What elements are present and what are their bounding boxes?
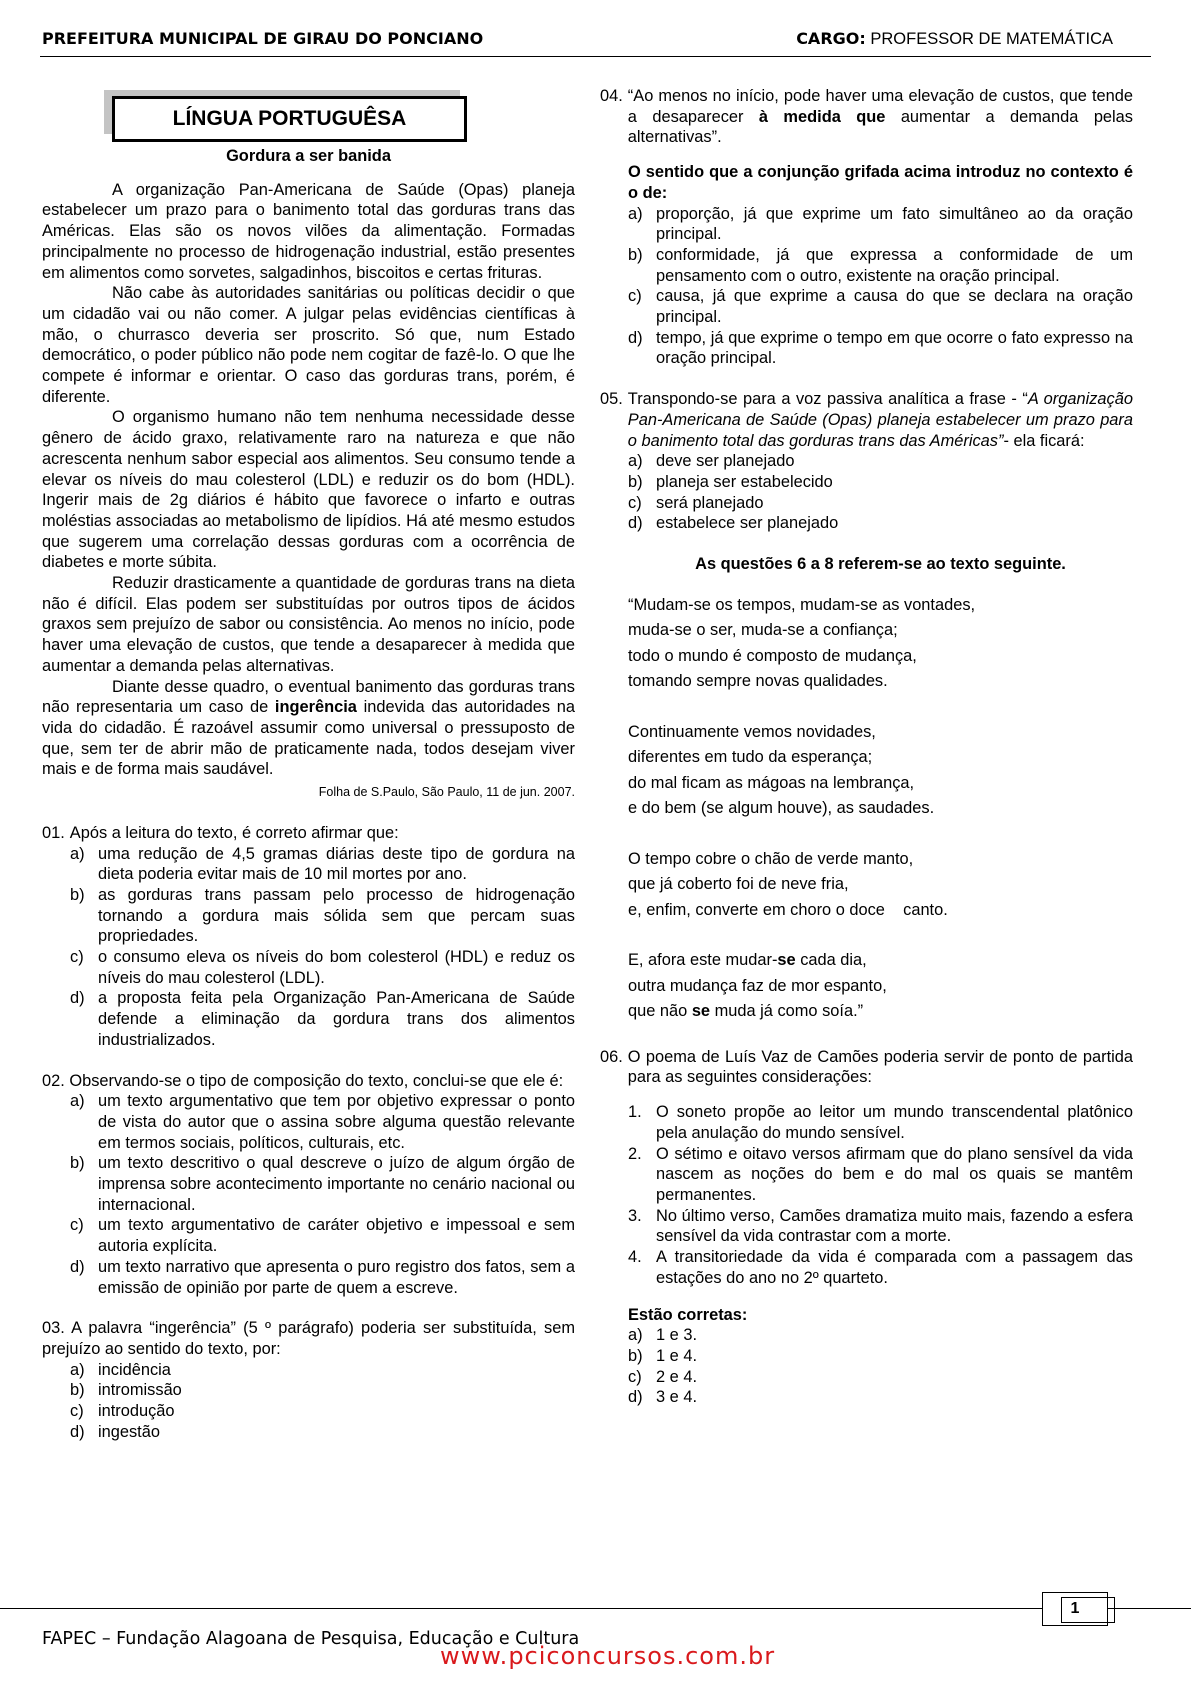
question-number: 06. bbox=[600, 1047, 623, 1066]
poem-verse: diferentes em tudo da esperança; bbox=[628, 748, 873, 767]
option-letter: a) bbox=[70, 844, 85, 863]
option-text: 1 e 4. bbox=[656, 1346, 698, 1365]
question-text: O poema de Luís Vaz de Camões poderia servir de ponto de partida para as seguintes considerações: bbox=[627, 1047, 1133, 1087]
option[interactable] bbox=[600, 451, 1133, 472]
question-02-stem bbox=[42, 1071, 575, 1092]
poem-verse: tomando sempre novas qualidades. bbox=[628, 672, 888, 691]
option-letter: b) bbox=[70, 885, 85, 904]
option[interactable] bbox=[600, 1367, 1133, 1388]
article-source: Folha de S.Paulo, São Paulo, 11 de jun. 2007. bbox=[318, 785, 575, 800]
option[interactable] bbox=[42, 988, 575, 1050]
option-text: uma redução de 4,5 gramas diárias deste tipo de gordura na dieta poderia evitar mais de 10 mil mortes por ano. bbox=[98, 844, 575, 884]
option[interactable] bbox=[600, 286, 1133, 327]
poem-verse: que já coberto foi de neve fria, bbox=[628, 875, 849, 894]
option-text: proporção, já que exprime um fato simultâneo ao da oração principal. bbox=[656, 204, 1133, 244]
question-01-stem bbox=[42, 823, 575, 844]
question-number: 03. bbox=[42, 1319, 65, 1338]
consideration-item bbox=[628, 1247, 1133, 1288]
article-paragraph-1: A organização Pan-Americana de Saúde (Opas) planeja estabelecer um prazo para o banimento total das gorduras trans das Américas. Elas são os novos vilões da alimentação. Formadas principalmente no processo de hidrogenação industrial, estão presentes em alimentos como sorvetes, salgadinhos, biscoitos e certas frituras. bbox=[42, 180, 575, 282]
option-letter: a) bbox=[628, 204, 643, 223]
option-letter: b) bbox=[628, 245, 643, 264]
option[interactable] bbox=[42, 844, 575, 885]
footer-url[interactable]: www.pciconcursos.com.br bbox=[440, 1642, 776, 1670]
option-text: um texto descritivo o qual descreve o juízo de algum órgão de imprensa sobre acontecimento importante no cenário nacional ou internacional. bbox=[98, 1154, 575, 1214]
footer-institution: FAPEC – Fundação Alagoana de Pesquisa, Educação e Cultura bbox=[42, 1629, 580, 1649]
question-05-stem bbox=[600, 389, 1133, 451]
question-number: 01. bbox=[42, 823, 65, 842]
item-number: 4. bbox=[628, 1248, 642, 1267]
left-column bbox=[42, 90, 575, 1442]
q05-text-b: - ela ficará: bbox=[1003, 431, 1085, 450]
p5-text-b: indevida das autoridades na vida do cidadão. É razoável assumir como universal o pressuposto de que, sem ter de abrir mão de praticamente nada, todos desejam viver mais e de forma mais saudável. bbox=[42, 698, 575, 779]
item-number: 1. bbox=[628, 1103, 642, 1122]
option[interactable] bbox=[600, 513, 1133, 534]
option[interactable] bbox=[42, 1153, 575, 1215]
question-text: A palavra “ingerência” (5 º parágrafo) poderia ser substituída, sem prejuízo ao sentido do texto, por: bbox=[42, 1319, 575, 1358]
option[interactable] bbox=[42, 885, 575, 947]
question-text: Observando-se o tipo de composição do texto, conclui-se que ele é: bbox=[69, 1071, 564, 1090]
option-letter: d) bbox=[70, 1422, 85, 1441]
option-letter: c) bbox=[628, 493, 642, 512]
option-letter: a) bbox=[70, 1092, 85, 1111]
right-column bbox=[600, 86, 1133, 1408]
question-01 bbox=[42, 823, 575, 1051]
option-letter: c) bbox=[70, 948, 84, 967]
option-text: um texto narrativo que apresenta o puro registro dos fatos, sem a emissão de opinião por parte de quem a escreve. bbox=[98, 1257, 575, 1297]
header-institution: PREFEITURA MUNICIPAL DE GIRAU DO PONCIANO bbox=[42, 29, 484, 48]
section-title-box bbox=[104, 90, 464, 150]
question-02 bbox=[42, 1071, 575, 1299]
option-text: planeja ser estabelecido bbox=[656, 472, 833, 491]
option-letter: c) bbox=[70, 1216, 84, 1235]
poem-verse bbox=[628, 999, 1133, 1025]
option-text: ingestão bbox=[98, 1422, 160, 1441]
verse-bold: se bbox=[691, 1002, 711, 1021]
option[interactable] bbox=[600, 328, 1133, 369]
option[interactable] bbox=[42, 1360, 575, 1381]
option[interactable] bbox=[42, 1401, 575, 1422]
page-number: 1 bbox=[1070, 1600, 1080, 1617]
poem-verse: e do bem (se algum houve), as saudades. bbox=[628, 799, 935, 818]
page-number-inner-frame bbox=[1061, 1597, 1115, 1623]
poem-verse bbox=[628, 948, 1133, 974]
option[interactable] bbox=[42, 947, 575, 988]
poem-stanza-1 bbox=[628, 593, 1133, 695]
option-letter: d) bbox=[628, 328, 643, 347]
item-text: No último verso, Camões dramatiza muito mais, fazendo a esfera sensível da vida contrastar com a morte. bbox=[656, 1206, 1133, 1246]
option-text: 2 e 4. bbox=[656, 1367, 698, 1386]
question-number: 02. bbox=[42, 1071, 65, 1090]
option-text: a proposta feita pela Organização Pan-Americana de Saúde defende a eliminação da gordura trans dos alimentos industrializados. bbox=[98, 989, 575, 1049]
option[interactable] bbox=[42, 1257, 575, 1298]
consideration-item bbox=[628, 1102, 1133, 1143]
footer-divider bbox=[0, 1608, 1191, 1609]
section-title: LÍNGUA PORTUGUÊSA bbox=[112, 96, 467, 142]
q05-quote: A organização Pan-Americana de Saúde (Opas) planeja estabelecer um prazo para o banimento total das gorduras trans das Américas” bbox=[627, 390, 1133, 450]
item-number: 3. bbox=[628, 1206, 642, 1225]
page-number-box bbox=[1042, 1592, 1108, 1626]
correct-label: Estão corretas: bbox=[628, 1305, 748, 1324]
question-06-stem bbox=[600, 1047, 1133, 1088]
item-text: A transitoriedade da vida é comparada com a passagem das estações do ano no 2º quarteto. bbox=[656, 1248, 1133, 1287]
option[interactable] bbox=[600, 245, 1133, 286]
header-cargo bbox=[796, 29, 1113, 49]
option-letter: a) bbox=[70, 1360, 85, 1379]
p5-bold-word: ingerência bbox=[274, 698, 357, 717]
option-letter: a) bbox=[628, 452, 643, 471]
option-text: conformidade, já que expressa a conformidade de um pensamento com o outro, existente na oração principal. bbox=[656, 245, 1133, 285]
poem-verse: O tempo cobre o chão de verde manto, bbox=[628, 849, 914, 868]
question-04-stem bbox=[600, 86, 1133, 148]
option-text: o consumo eleva os níveis do bom colesterol (HDL) e reduz os níveis do mau colesterol (LDL). bbox=[98, 948, 575, 987]
option-letter: b) bbox=[70, 1154, 85, 1173]
poem-stanza-2 bbox=[628, 720, 1133, 822]
option-text: estabelece ser planejado bbox=[656, 514, 839, 533]
option[interactable] bbox=[600, 1387, 1133, 1408]
article-paragraph-3: O organismo humano não tem nenhuma necessidade desse gênero de ácido graxo, relativamente raro na natureza e que não acrescenta nenhum sabor especial aos alimentos. Seu consumo tende a elevar os níveis do mau colesterol (LDL) e reduzir os do bom (HDL). Ingerir mais de 2g diários é hábito que favorece o infarto e outras moléstias associadas ao metabolismo de lipídios. Há até mesmo estudos que sugerem uma correlação dessas gorduras com a ocorrência de diabetes e morte súbita. bbox=[42, 408, 575, 572]
option[interactable] bbox=[600, 1346, 1133, 1367]
q05-text-a: Transpondo-se para a voz passiva analítica a frase - “ bbox=[627, 390, 1028, 409]
question-number: 05. bbox=[600, 390, 623, 409]
page-number-tab bbox=[1030, 1592, 1120, 1626]
verse-bold: se bbox=[777, 951, 796, 970]
question-text bbox=[628, 389, 1133, 451]
option-text: 3 e 4. bbox=[656, 1388, 698, 1407]
question-06 bbox=[600, 1047, 1133, 1408]
poem-verse: muda-se o ser, muda-se a confiança; bbox=[628, 621, 898, 640]
option-text: as gorduras trans passam pelo processo de hidrogenação tornando a gordura mais sólida sem que percam suas propriedades. bbox=[98, 885, 575, 946]
q04-text-a: “Ao menos no início, pode haver uma elevação de custos, que tende a desaparecer bbox=[627, 87, 1133, 126]
option-text: 1 e 3. bbox=[656, 1326, 698, 1345]
option[interactable] bbox=[42, 1215, 575, 1256]
poem-verse: e, enfim, converte em choro o doce canto. bbox=[628, 900, 948, 919]
article-paragraph-4: Reduzir drasticamente a quantidade de gorduras trans na dieta não é difícil. Elas podem ser substituídas por outros tipos de ácidos graxos sem prejuízo de sabor ou consistência. Ao menos no início, pode haver uma elevação de custos, que tende a desaparecer à medida que aumentar a demanda pelas alternativas. bbox=[42, 574, 575, 675]
poem-verse: Continuamente vemos novidades, bbox=[628, 722, 876, 741]
option-text: tempo, já que exprime o tempo em que ocorre o fato expresso na oração principal. bbox=[656, 328, 1133, 368]
poem-stanza-3 bbox=[628, 847, 1133, 924]
question-number: 04. bbox=[600, 87, 623, 105]
poem-stanza-4 bbox=[628, 948, 1133, 1025]
poem-verse: “Mudam-se os tempos, mudam-se as vontades, bbox=[628, 595, 976, 614]
option-letter: d) bbox=[628, 1388, 643, 1407]
option[interactable] bbox=[600, 204, 1133, 245]
option-letter: b) bbox=[628, 472, 643, 491]
verse-part: E, afora este mudar- bbox=[628, 951, 778, 970]
option[interactable] bbox=[600, 472, 1133, 493]
option-text: causa, já que exprime a causa do que se declara na oração principal. bbox=[656, 287, 1133, 327]
verse-part: muda já como soía.” bbox=[710, 1002, 864, 1021]
article-title: Gordura a ser banida bbox=[226, 147, 391, 165]
cargo-label: CARGO: bbox=[796, 29, 866, 48]
option-text: um texto argumentativo que tem por objetivo expressar o ponto de vista do autor que o assina sobre alguma questão relevante em termos sociais, políticos, culturais, etc. bbox=[98, 1092, 575, 1152]
option[interactable] bbox=[42, 1422, 575, 1443]
poem-intro: As questões 6 a 8 referem-se ao texto seguinte. bbox=[695, 555, 1066, 574]
cargo-value: PROFESSOR DE MATEMÁTICA bbox=[870, 30, 1113, 48]
p5-text-a: Diante desse quadro, o eventual banimento das gorduras trans não representaria um caso de bbox=[42, 677, 575, 717]
option-text: deve ser planejado bbox=[656, 452, 795, 471]
consideration-list bbox=[628, 1102, 1133, 1288]
option-letter: b) bbox=[70, 1381, 85, 1400]
q04-text-b: aumentar a demanda pelas alternativas”. bbox=[627, 107, 1133, 147]
item-text: O soneto propõe ao leitor um mundo transcendental platônico pela anulação do mundo sensível. bbox=[656, 1103, 1133, 1142]
option-letter: d) bbox=[70, 989, 85, 1008]
article-paragraph-5 bbox=[42, 677, 575, 781]
header-divider bbox=[40, 56, 1151, 57]
question-03 bbox=[42, 1318, 575, 1442]
item-number: 2. bbox=[628, 1144, 642, 1163]
article-paragraph-2: Não cabe às autoridades sanitárias ou políticas decidir o que um cidadão vai ou não comer. A julgar pelas evidências científicas à mão, o churrasco deveria ser proscrito. Só que, num Estado democrático, o poder público não pode nem cogitar de fazê-lo. O que lhe compete é informar e orientar. O caso das gorduras trans, porém, é diferente. bbox=[42, 284, 575, 406]
question-03-stem bbox=[42, 1318, 575, 1359]
option[interactable] bbox=[600, 1325, 1133, 1346]
option[interactable] bbox=[42, 1380, 575, 1401]
option[interactable] bbox=[600, 493, 1133, 514]
verse-part: cada dia, bbox=[795, 951, 867, 970]
option-letter: a) bbox=[628, 1326, 643, 1345]
option-letter: c) bbox=[70, 1402, 84, 1421]
poem-verse: do mal ficam as mágoas na lembrança, bbox=[628, 773, 915, 792]
question-text bbox=[628, 86, 1133, 148]
option-text: intromissão bbox=[98, 1381, 182, 1400]
question-text: Após a leitura do texto, é correto afirmar que: bbox=[69, 823, 399, 842]
consideration-item bbox=[628, 1144, 1133, 1206]
consideration-item bbox=[628, 1206, 1133, 1247]
option-letter: c) bbox=[628, 1367, 642, 1386]
option-letter: d) bbox=[70, 1257, 85, 1276]
option[interactable] bbox=[42, 1091, 575, 1153]
item-text: O sétimo e oitavo versos afirmam que do plano sensível da vida nascem as noções do bem e do mal os quais se mantêm permanentes. bbox=[656, 1144, 1133, 1204]
option-letter: d) bbox=[628, 514, 643, 533]
option-letter: b) bbox=[628, 1346, 643, 1365]
q04-bold: à medida que bbox=[758, 107, 886, 126]
verse-part: que não bbox=[628, 1002, 692, 1021]
poem-verse: todo o mundo é composto de mudança, bbox=[628, 646, 917, 665]
question-05 bbox=[600, 389, 1133, 534]
poem bbox=[628, 593, 1133, 1025]
option-letter: c) bbox=[628, 287, 642, 306]
option-text: introdução bbox=[98, 1402, 175, 1421]
option-text: incidência bbox=[98, 1360, 171, 1379]
poem-verse: outra mudança faz de mor espanto, bbox=[628, 976, 887, 995]
option-text: será planejado bbox=[656, 493, 764, 512]
option-text: um texto argumentativo de caráter objetivo e impessoal e sem autoria explícita. bbox=[98, 1216, 575, 1256]
question-04-prompt: O sentido que a conjunção grifada acima introduz no contexto é o de: bbox=[628, 163, 1133, 202]
